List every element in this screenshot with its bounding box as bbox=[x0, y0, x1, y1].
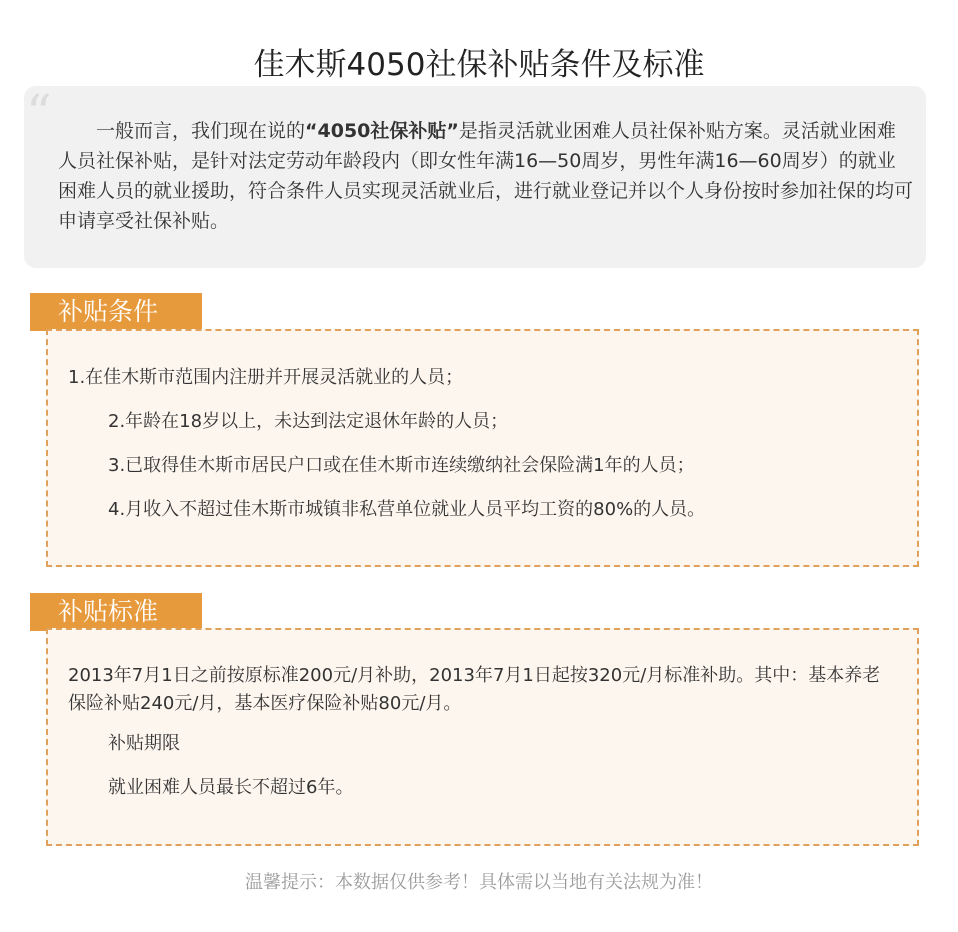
condition-item: 1.在佳木斯市范围内注册并开展灵活就业的人员； bbox=[68, 367, 464, 388]
condition-item: 3.已取得佳木斯市居民户口或在佳木斯市连续缴纳社会保险满1年的人员； bbox=[108, 455, 695, 476]
period-text: 就业困难人员最长不超过6年。 bbox=[108, 777, 354, 798]
intro-paragraph bbox=[58, 116, 914, 236]
quote-mark-icon: “ bbox=[26, 84, 52, 142]
condition-item: 2.年龄在18岁以上，未达到法定退休年龄的人员； bbox=[108, 411, 509, 432]
standard-text: 2013年7月1日之前按原标准200元/月补助，2013年7月1日起按320元/月标准补助。其中：基本养老保险补贴240元/月，基本医疗保险补贴80元/月。 bbox=[68, 665, 881, 714]
intro-box bbox=[24, 86, 926, 268]
footer-note: 温馨提示：本数据仅供参考！具体需以当地有关法规为准！ bbox=[245, 872, 713, 893]
intro-rest: 是指灵活就业困难人员社保补贴方案。灵活就业困难人员社保补贴，是针对法定劳动年龄段内（即女性年满16—50周岁，男性年满16—60周岁）的就业困难人员的就业援助，符合条件人员实现灵活就业后，进行就业登记并以个人身份按时参加社保的均可申请享受社保补贴。 bbox=[58, 120, 914, 232]
intro-lead: 一般而言，我们现在说的 bbox=[96, 120, 306, 142]
intro-highlight: “4050社保补贴” bbox=[305, 120, 459, 142]
conditions-box bbox=[46, 329, 919, 567]
page-title: 佳木斯4050社保补贴条件及标准 bbox=[253, 46, 705, 83]
standard-box bbox=[46, 628, 919, 846]
condition-item: 4.月收入不超过佳木斯市城镇非私营单位就业人员平均工资的80%的人员。 bbox=[108, 499, 706, 520]
standard-section-label: 补贴标准 bbox=[30, 593, 202, 631]
conditions-section-label: 补贴条件 bbox=[30, 293, 202, 331]
period-label: 补贴期限 bbox=[108, 733, 180, 754]
